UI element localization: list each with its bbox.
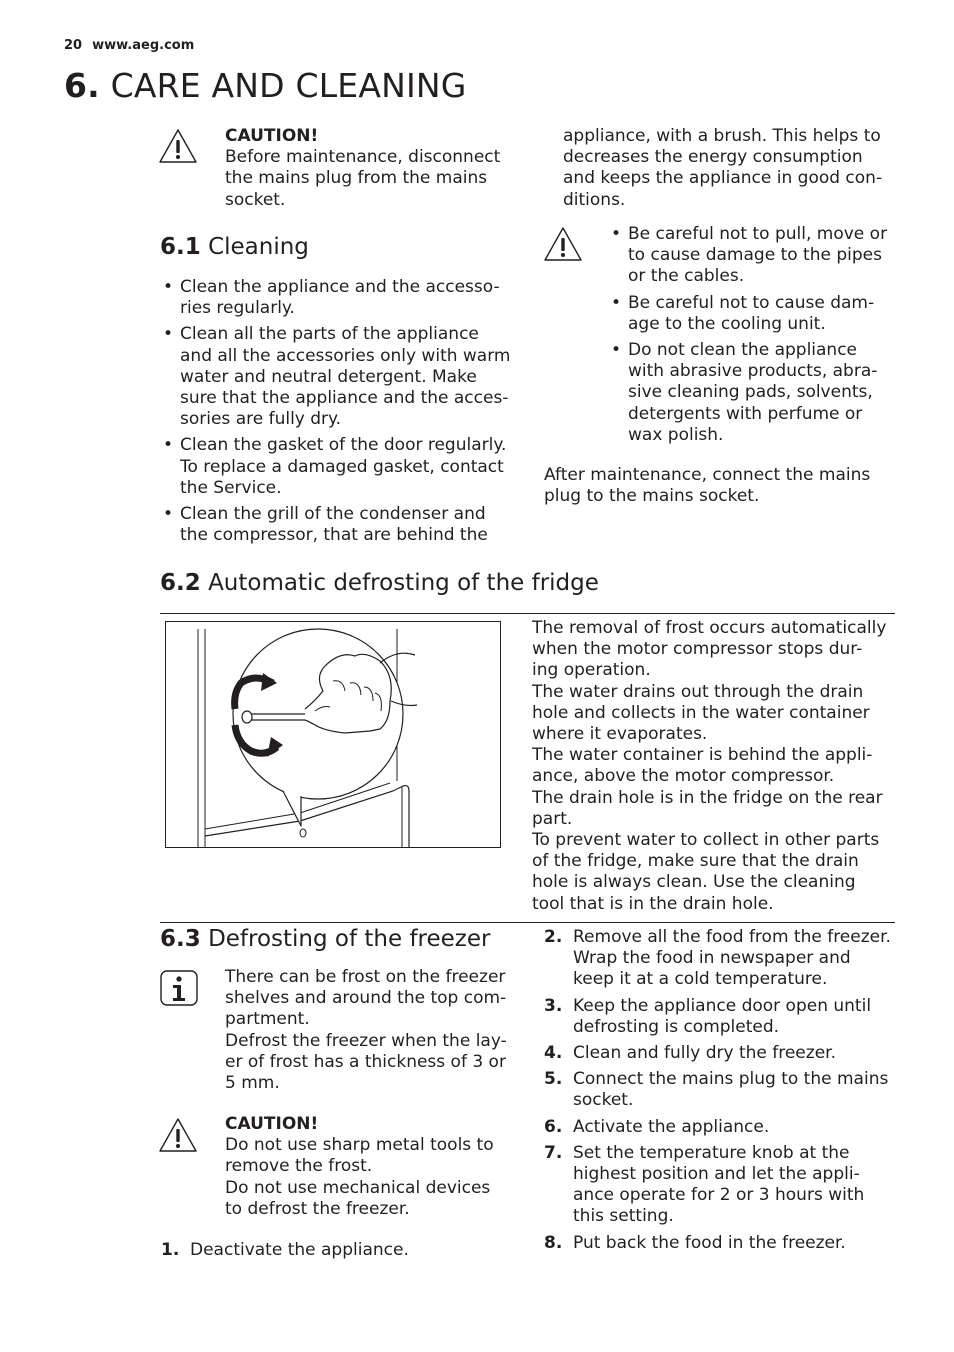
caution-block-1 — [225, 126, 525, 211]
text-line: Defrost the freezer when the lay- — [225, 1030, 507, 1051]
section-heading-6-2 — [160, 570, 599, 596]
info-block — [225, 967, 525, 1094]
step-number: 8. — [544, 1232, 563, 1253]
list-line: ries regularly. — [180, 298, 295, 319]
list-line: the compressor, that are behind the — [180, 525, 488, 546]
step-number: 3. — [544, 995, 563, 1016]
list-line: age to the cooling unit. — [628, 313, 826, 334]
section-title: Cleaning — [208, 234, 309, 260]
text-line: The water drains out through the drain — [532, 681, 864, 702]
caution-line: socket. — [225, 189, 286, 210]
text-line: when the motor compressor stops dur- — [532, 639, 863, 660]
step-item — [544, 1117, 904, 1138]
step-line: highest position and let the appli- — [573, 1164, 860, 1185]
defrost-steps-left — [161, 1240, 521, 1266]
text-line: appliance, with a brush. This helps to — [563, 126, 881, 146]
site-url: www.aeg.com — [92, 38, 195, 53]
list-line: the Service. — [180, 477, 282, 498]
list-line: sories are fully dry. — [180, 409, 342, 430]
text-line: part. — [532, 808, 573, 829]
list-item — [161, 435, 521, 499]
chapter-title — [64, 66, 467, 105]
list-item — [609, 340, 909, 446]
warning-icon — [158, 128, 198, 164]
text-line: and keeps the appliance in good con- — [563, 168, 883, 189]
step-number: 4. — [544, 1043, 563, 1064]
automatic-defrost-text — [532, 618, 902, 915]
step-item — [544, 1069, 904, 1111]
step-number: 1. — [161, 1240, 180, 1260]
text-line: hole is always clean. Use the cleaning — [532, 872, 856, 893]
list-item — [161, 277, 521, 319]
list-item — [609, 293, 909, 335]
text-line: er of frost has a thickness of 3 or — [225, 1051, 506, 1072]
caution-line: remove the frost. — [225, 1156, 373, 1177]
step-number: 5. — [544, 1069, 563, 1090]
step-line: Deactivate the appliance. — [190, 1240, 409, 1260]
caution-line: to defrost the freezer. — [225, 1198, 410, 1219]
step-line: Keep the appliance door open until — [573, 995, 872, 1016]
step-line: this setting. — [573, 1206, 674, 1227]
section-title: Automatic defrosting of the fridge — [208, 570, 599, 596]
step-item — [544, 1233, 904, 1254]
text-line: To prevent water to collect in other parts — [532, 830, 880, 851]
chapter-number: 6. — [64, 66, 100, 105]
text-line: plug to the mains socket. — [544, 486, 760, 507]
text-line: There can be frost on the freezer — [225, 967, 506, 987]
section-divider — [160, 613, 895, 614]
drain-hole-cleaning-illustration — [165, 621, 501, 848]
defrost-steps-right — [544, 927, 904, 1259]
page-number: 20 — [64, 38, 83, 53]
after-maintenance-text — [544, 465, 894, 507]
cleaning-bullet-list — [161, 277, 521, 551]
section-title: Defrosting of the freezer — [208, 926, 491, 952]
warning-icon — [543, 226, 583, 262]
text-line: 5 mm. — [225, 1073, 280, 1094]
step-item — [544, 1043, 904, 1064]
list-line: sure that the appliance and the acces- — [180, 388, 509, 409]
cleaning-continued-text — [563, 126, 903, 211]
list-line: and all the accessories only with warm — [180, 345, 511, 366]
section-heading-6-1 — [160, 234, 309, 260]
step-line: Remove all the food from the freezer. — [573, 927, 891, 947]
section-number: 6.3 — [160, 926, 201, 952]
info-icon — [160, 970, 198, 1006]
list-line: To replace a damaged gasket, contact — [180, 456, 504, 477]
list-line: • Be careful not to cause dam- — [628, 292, 875, 313]
step-line: Activate the appliance. — [573, 1116, 770, 1137]
warning-bullet-list — [609, 224, 909, 451]
step-line: keep it at a cold temperature. — [573, 969, 828, 990]
step-number: 6. — [544, 1116, 563, 1137]
text-line: The water container is behind the appli- — [532, 745, 873, 766]
list-line: • Do not clean the appliance — [628, 340, 858, 361]
step-number: 2. — [544, 927, 563, 947]
section-heading-6-3 — [160, 926, 491, 952]
step-item — [544, 1143, 904, 1228]
step-line: ance operate for 2 or 3 hours with — [573, 1185, 865, 1206]
caution-title: CAUTION! — [225, 126, 319, 146]
step-number: 7. — [544, 1142, 563, 1163]
text-line: After maintenance, connect the mains — [544, 465, 871, 485]
list-line: or the cables. — [628, 266, 745, 287]
caution-block-2 — [225, 1114, 525, 1220]
text-line: where it evaporates. — [532, 724, 708, 745]
text-line: tool that is in the drain hole. — [532, 893, 774, 914]
step-item — [544, 927, 904, 991]
text-line: partment. — [225, 1009, 310, 1030]
caution-title: CAUTION! — [225, 1114, 319, 1134]
list-line: • Clean the appliance and the accesso- — [180, 277, 500, 297]
section-number: 6.1 — [160, 234, 201, 260]
step-line: socket. — [573, 1090, 634, 1111]
list-item — [609, 224, 909, 288]
list-line: with abrasive products, abra- — [628, 361, 878, 382]
list-line: • Clean the gasket of the door regularly. — [180, 435, 507, 456]
text-line: ditions. — [563, 189, 626, 210]
page-header — [64, 38, 194, 53]
list-line: wax polish. — [628, 424, 724, 445]
list-line: water and neutral detergent. Make — [180, 366, 477, 387]
section-number: 6.2 — [160, 570, 201, 596]
text-line: decreases the energy consumption — [563, 147, 863, 168]
list-line: sive cleaning pads, solvents, — [628, 382, 873, 403]
warning-icon — [158, 1117, 198, 1153]
step-line: Wrap the food in newspaper and — [573, 948, 851, 969]
step-line: defrosting is completed. — [573, 1016, 780, 1037]
text-line: shelves and around the top com- — [225, 988, 507, 1009]
caution-line: Do not use sharp metal tools to — [225, 1135, 494, 1156]
caution-line: the mains plug from the mains — [225, 168, 488, 189]
section-divider — [160, 922, 895, 923]
list-line: detergents with perfume or — [628, 403, 863, 424]
text-line: ance, above the motor compressor. — [532, 766, 835, 787]
step-item — [161, 1240, 521, 1261]
text-line: of the fridge, make sure that the drain — [532, 851, 859, 872]
list-line: • Clean the grill of the condenser and — [180, 504, 486, 525]
step-line: Put back the food in the freezer. — [573, 1232, 846, 1253]
caution-line: Before maintenance, disconnect — [225, 147, 501, 168]
text-line: hole and collects in the water container — [532, 702, 870, 723]
step-line: Connect the mains plug to the mains — [573, 1069, 889, 1090]
list-item — [161, 324, 521, 430]
list-line: • Be careful not to pull, move or — [628, 224, 888, 244]
text-line: The removal of frost occurs automatically — [532, 618, 887, 638]
step-line: Set the temperature knob at the — [573, 1142, 850, 1163]
caution-line: Do not use mechanical devices — [225, 1177, 491, 1198]
chapter-title-text: CARE AND CLEANING — [110, 66, 467, 105]
list-item — [161, 504, 521, 546]
step-item — [544, 996, 904, 1038]
text-line: ing operation. — [532, 660, 651, 681]
list-line: • Clean all the parts of the appliance — [180, 324, 479, 345]
step-line: Clean and fully dry the freezer. — [573, 1043, 836, 1064]
text-line: The drain hole is in the fridge on the rear — [532, 787, 883, 808]
list-line: to cause damage to the pipes — [628, 245, 882, 266]
